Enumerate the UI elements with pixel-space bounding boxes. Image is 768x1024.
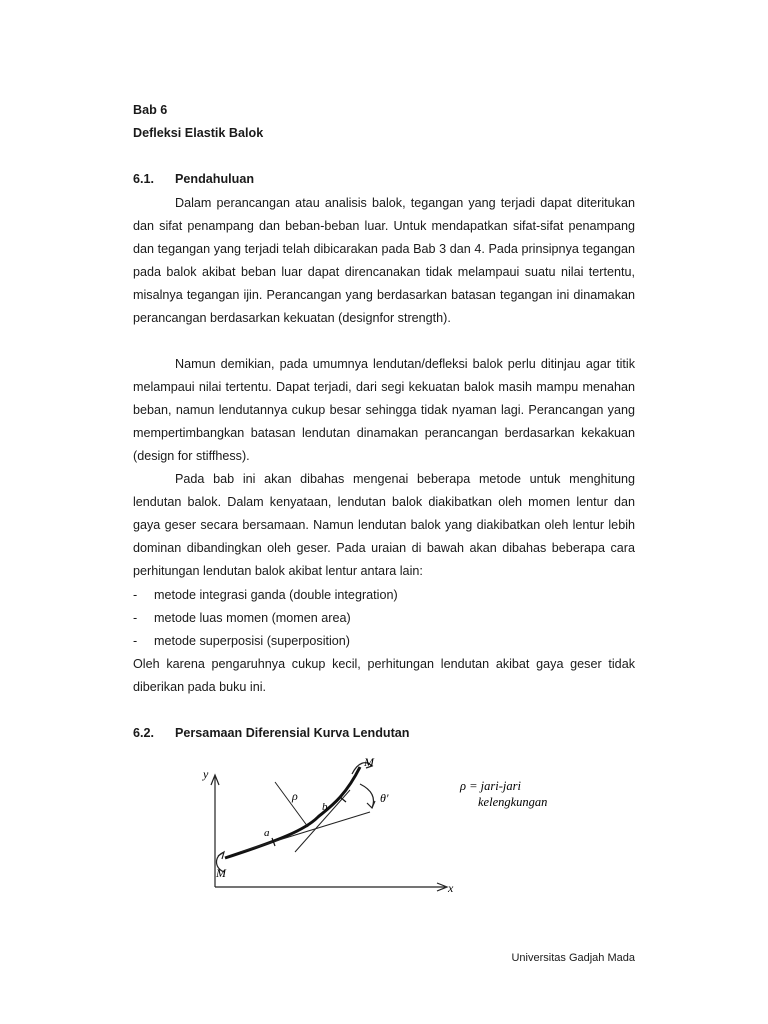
chapter-label: Bab 6 xyxy=(133,103,168,117)
paragraph-3 xyxy=(133,468,635,583)
deflection-curve xyxy=(225,767,360,858)
section-title: Pendahuluan xyxy=(175,172,255,186)
theta-label: θ' xyxy=(380,791,389,805)
moment-label-bottom: M xyxy=(216,866,226,880)
list-item-text: metode luas momen (momen area) xyxy=(154,611,351,625)
list-item xyxy=(133,630,635,653)
list-item xyxy=(133,607,635,630)
paragraph-4 xyxy=(133,653,635,699)
method-list xyxy=(133,584,635,653)
section-title: Persamaan Diferensial Kurva Lendutan xyxy=(175,726,410,740)
point-b-label: b xyxy=(322,801,328,813)
paragraph-2 xyxy=(133,353,635,468)
y-axis-label: y xyxy=(203,767,209,781)
bullet-marker: - xyxy=(133,588,138,602)
section-number: 6.1. xyxy=(133,172,155,186)
rho-label: ρ xyxy=(292,789,298,803)
point-a-label: a xyxy=(264,827,270,839)
list-item xyxy=(133,584,635,607)
list-item-text: metode superposisi (superposition) xyxy=(154,634,351,648)
angle-arc-icon xyxy=(360,784,374,808)
list-item-text: metode integrasi ganda (double integration) xyxy=(154,588,398,602)
paragraph-2-text: Namun demikian, pada umumnya lendutan/defleksi balok perlu ditinjau agar titik melampaui nilai tertentu. Dapat terjadi, dari segi kekuatan balok masih mampu menahan beban, namun lendutannya cukup besar sehingga tidak nyaman lagi. Perancangan yang mempertimbangkan batasan lendutan dinamakan perancangan berdasarkan kekakuan (design for stiffhess). xyxy=(133,357,635,463)
bullet-marker: - xyxy=(133,611,138,625)
deflection-curve-figure xyxy=(200,752,640,912)
x-axis-label: x xyxy=(448,881,454,895)
moment-label-top: M xyxy=(364,755,374,769)
paragraph-1-text: Dalam perancangan atau analisis balok, tegangan yang terjadi dapat diteritukan dan sifat penampang dan beban-beban luar. Untuk mendapatkan sifat-sifat penampang dan tegangan yang terjadi telah dibicarakan pada Bab 3 dan 4. Pada prinsipnya tegangan pada balok akibat beban luar dapat direncanakan tidak melampaui suatu nilai tertentu, misalnya tegangan ijin. Perancangan yang berdasarkan batasan tegangan ini dinamakan perancangan berdasarkan kekuatan (designfor strength). xyxy=(133,196,635,325)
chapter-title: Defleksi Elastik Balok xyxy=(133,126,264,140)
tangent-line-a xyxy=(240,812,370,852)
section-number: 6.2. xyxy=(133,726,155,740)
paragraph-3-text: Pada bab ini akan dibahas mengenai beberapa metode untuk menghitung lendutan balok. Dalam kenyataan, lendutan balok diakibatkan oleh momen lentur dan gaya geser secara bersamaan. Namun lendutan balok yang diakibatkan oleh lentur lebih dominan dibandingkan oleh geser. Pada uraian di bawah akan dibahas beberapa cara perhitungan lendutan balok akibat lentur antara lain: xyxy=(133,472,635,578)
paragraph-4-text: Oleh karena pengaruhnya cukup kecil, perhitungan lendutan akibat gaya geser tidak diberikan pada buku ini. xyxy=(133,657,635,694)
footer-institution: Universitas Gadjah Mada xyxy=(511,952,635,964)
legend-line-1: ρ = jari-jari xyxy=(460,779,521,793)
legend-line-2: kelengkungan xyxy=(478,795,548,809)
bullet-marker: - xyxy=(133,634,138,648)
paragraph-1 xyxy=(133,192,635,330)
